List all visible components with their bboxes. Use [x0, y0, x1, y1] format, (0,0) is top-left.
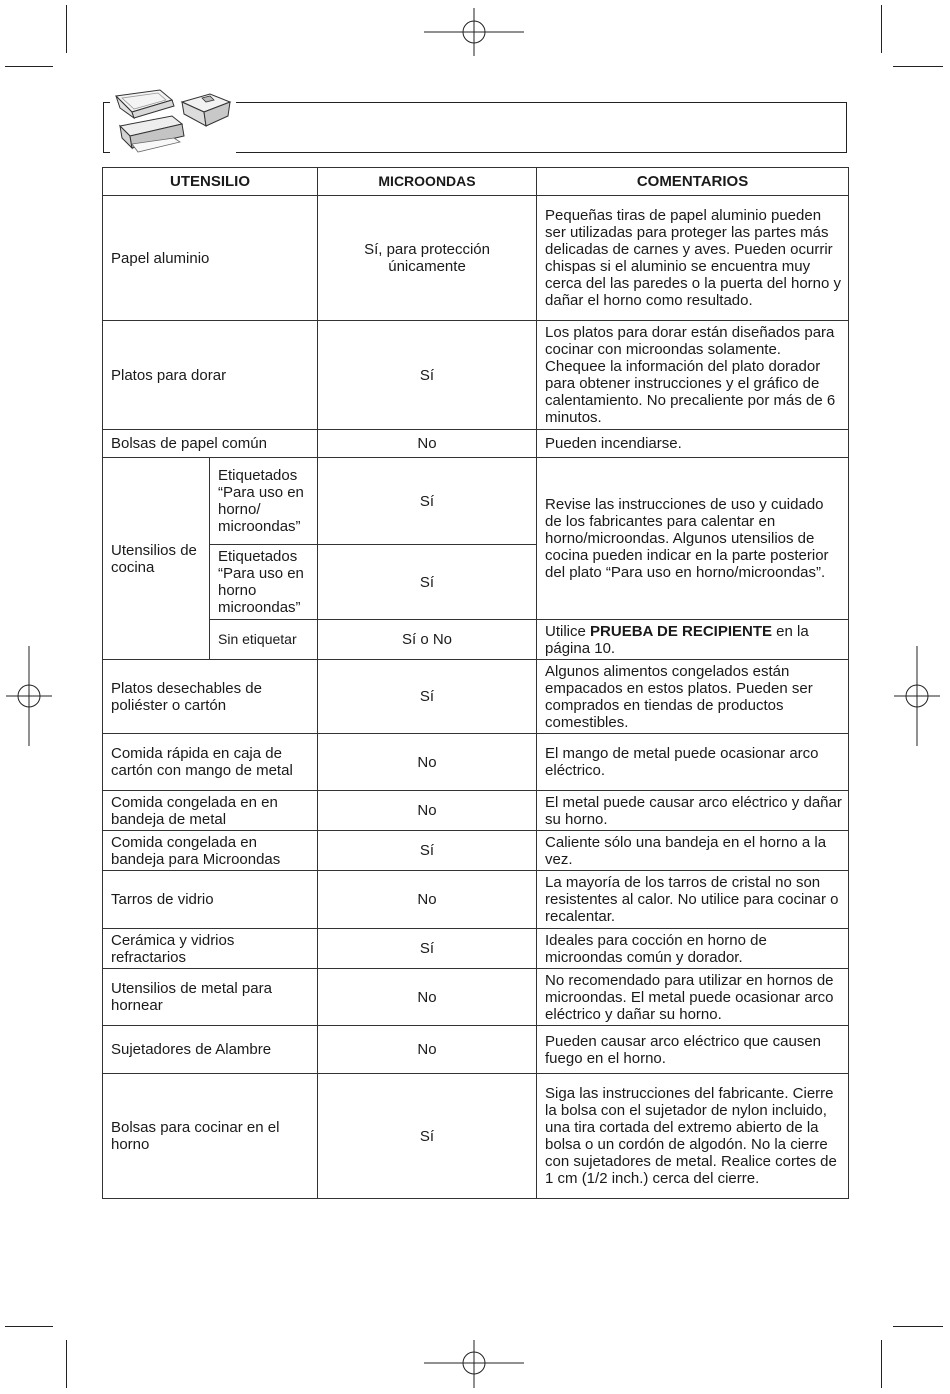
- table-row: [103, 734, 849, 791]
- microwave-safe-cell: No: [318, 1026, 537, 1074]
- column-header-utensilio: UTENSILIO: [103, 168, 318, 196]
- utensil-subtype-cell: Etiquetados “Para uso en horno microondas”: [210, 545, 318, 620]
- microwave-safe-cell: No: [318, 430, 537, 458]
- utensil-cell: Utensilios de cocina: [103, 458, 210, 660]
- microwave-safe-cell: Sí: [318, 321, 537, 430]
- utensil-subtype-cell: Etiquetados “Para uso en horno/ microondas”: [210, 458, 318, 545]
- utensil-cell: Tarros de vidrio: [103, 871, 318, 929]
- comment-cell: El mango de metal puede ocasionar arco eléctrico.: [537, 734, 849, 791]
- utensil-cell: Utensilios de metal para hornear: [103, 969, 318, 1026]
- comment-cell: Ideales para cocción en horno de microondas común y dorador.: [537, 929, 849, 969]
- microwave-safe-cell: Sí o No: [318, 620, 537, 660]
- table-row: [103, 321, 849, 430]
- utensil-cell: Cerámica y vidrios refractarios: [103, 929, 318, 969]
- crop-mark-br-v: [881, 1340, 882, 1388]
- utensil-cell: Comida congelada en en bandeja de metal: [103, 791, 318, 831]
- table-row: [103, 791, 849, 831]
- comment-cell: Pueden causar arco eléctrico que causen fuego en el horno.: [537, 1026, 849, 1074]
- crop-mark-tl-v: [66, 5, 67, 53]
- column-header-comentarios: COMENTARIOS: [537, 168, 849, 196]
- crop-mark-tr-h: [893, 66, 943, 67]
- comment-cell: La mayoría de los tarros de cristal no son resistentes al calor. No utilice para cocinar o recalentar.: [537, 871, 849, 929]
- table-row: [103, 458, 849, 545]
- column-header-microondas: MICROONDAS: [318, 168, 537, 196]
- microwave-safe-cell: No: [318, 734, 537, 791]
- comment-cell: Pequeñas tiras de papel aluminio pueden ser utilizadas para proteger las partes más delicadas de carnes y aves. Pueden ocurrir chispas si el aluminio se encuentra muy cerca del las paredes o la puerta del horno y dañar el horno como resultado.: [537, 196, 849, 321]
- table-row: [103, 1026, 849, 1074]
- comment-cell: No recomendado para utilizar en hornos de microondas. El metal puede ocasionar arco eléctrico y dañar su horno.: [537, 969, 849, 1026]
- table-row: [103, 620, 849, 660]
- table-row: [103, 196, 849, 321]
- utensil-cell: Platos para dorar: [103, 321, 318, 430]
- comment-cell: Siga las instrucciones del fabricante. Cierre la bolsa con el sujetador de nylon incluido, una tira cortada del extremo abierto de la bolsa o un cordón de algodón. No la cierre con sujetadores de metal. Realice cortes de 1 cm (1/2 inch.) cerca del cierre.: [537, 1074, 849, 1199]
- microwave-safe-cell: No: [318, 969, 537, 1026]
- registration-mark-left: [6, 646, 52, 746]
- comment-cell: Algunos alimentos congelados están empacados en estos platos. Pueden ser comprados en tiendas de productos comestibles.: [537, 660, 849, 734]
- utensil-cell: Comida rápida en caja de cartón con mango de metal: [103, 734, 318, 791]
- utensil-cell: Papel aluminio: [103, 196, 318, 321]
- registration-mark-right: [894, 646, 940, 746]
- microwave-safe-cell: No: [318, 791, 537, 831]
- utensil-cell: Bolsas de papel común: [103, 430, 318, 458]
- cookware-illustration: [110, 82, 236, 154]
- microwave-safe-cell: Sí: [318, 660, 537, 734]
- comment-text: Utilice: [545, 622, 591, 640]
- table-row: [103, 831, 849, 871]
- table-row: [103, 929, 849, 969]
- microwave-safe-cell: No: [318, 871, 537, 929]
- comment-text: en la página 10.: [545, 622, 809, 657]
- registration-mark-bottom: [424, 1340, 524, 1388]
- comment-cell: Revise las instrucciones de uso y cuidado de los fabricantes para calentar en horno/microondas. Algunos utensilios de cocina pueden indicar en la parte posterior del plato “Para uso en horno/microondas”.: [537, 458, 849, 620]
- comment-cell: [537, 620, 849, 660]
- microwave-safe-cell: Sí: [318, 545, 537, 620]
- utensil-cell: Sujetadores de Alambre: [103, 1026, 318, 1074]
- microwave-safe-cell: Sí: [318, 929, 537, 969]
- comment-cell: Pueden incendiarse.: [537, 430, 849, 458]
- microwave-safe-cell: Sí: [318, 458, 537, 545]
- table-row: [103, 1074, 849, 1199]
- comment-cell: Los platos para dorar están diseñados para cocinar con microondas solamente. Chequee la información del plato dorador para obtener instrucciones y el gráfico de calentamiento. No precaliente por más de 6 minutos.: [537, 321, 849, 430]
- microwave-safe-cell: Sí, para protección únicamente: [318, 196, 537, 321]
- crop-mark-br-h: [893, 1326, 943, 1327]
- table-row: [103, 430, 849, 458]
- comment-cell: Caliente sólo una bandeja en el horno a la vez.: [537, 831, 849, 871]
- utensil-cell: Bolsas para cocinar en el horno: [103, 1074, 318, 1199]
- table-row: [103, 969, 849, 1026]
- crop-mark-bl-h: [5, 1326, 53, 1327]
- utensil-cell: Comida congelada en bandeja para Microondas: [103, 831, 318, 871]
- crop-mark-bl-v: [66, 1340, 67, 1388]
- table-header-row: [103, 168, 849, 196]
- utensil-subtype-cell: Sin etiquetar: [210, 620, 318, 660]
- crop-mark-tl-h: [5, 66, 53, 67]
- utensil-cell: Platos desechables de poliéster o cartón: [103, 660, 318, 734]
- table-row: [103, 871, 849, 929]
- microwave-safe-cell: Sí: [318, 1074, 537, 1199]
- container-test-reference: PRUEBA DE RECIPIENTE: [590, 622, 773, 640]
- utensil-compatibility-table: [102, 167, 849, 1199]
- table-row: [103, 660, 849, 734]
- microwave-safe-cell: Sí: [318, 831, 537, 871]
- registration-mark-top: [424, 8, 524, 56]
- crop-mark-tr-v: [881, 5, 882, 53]
- comment-cell: El metal puede causar arco eléctrico y dañar su horno.: [537, 791, 849, 831]
